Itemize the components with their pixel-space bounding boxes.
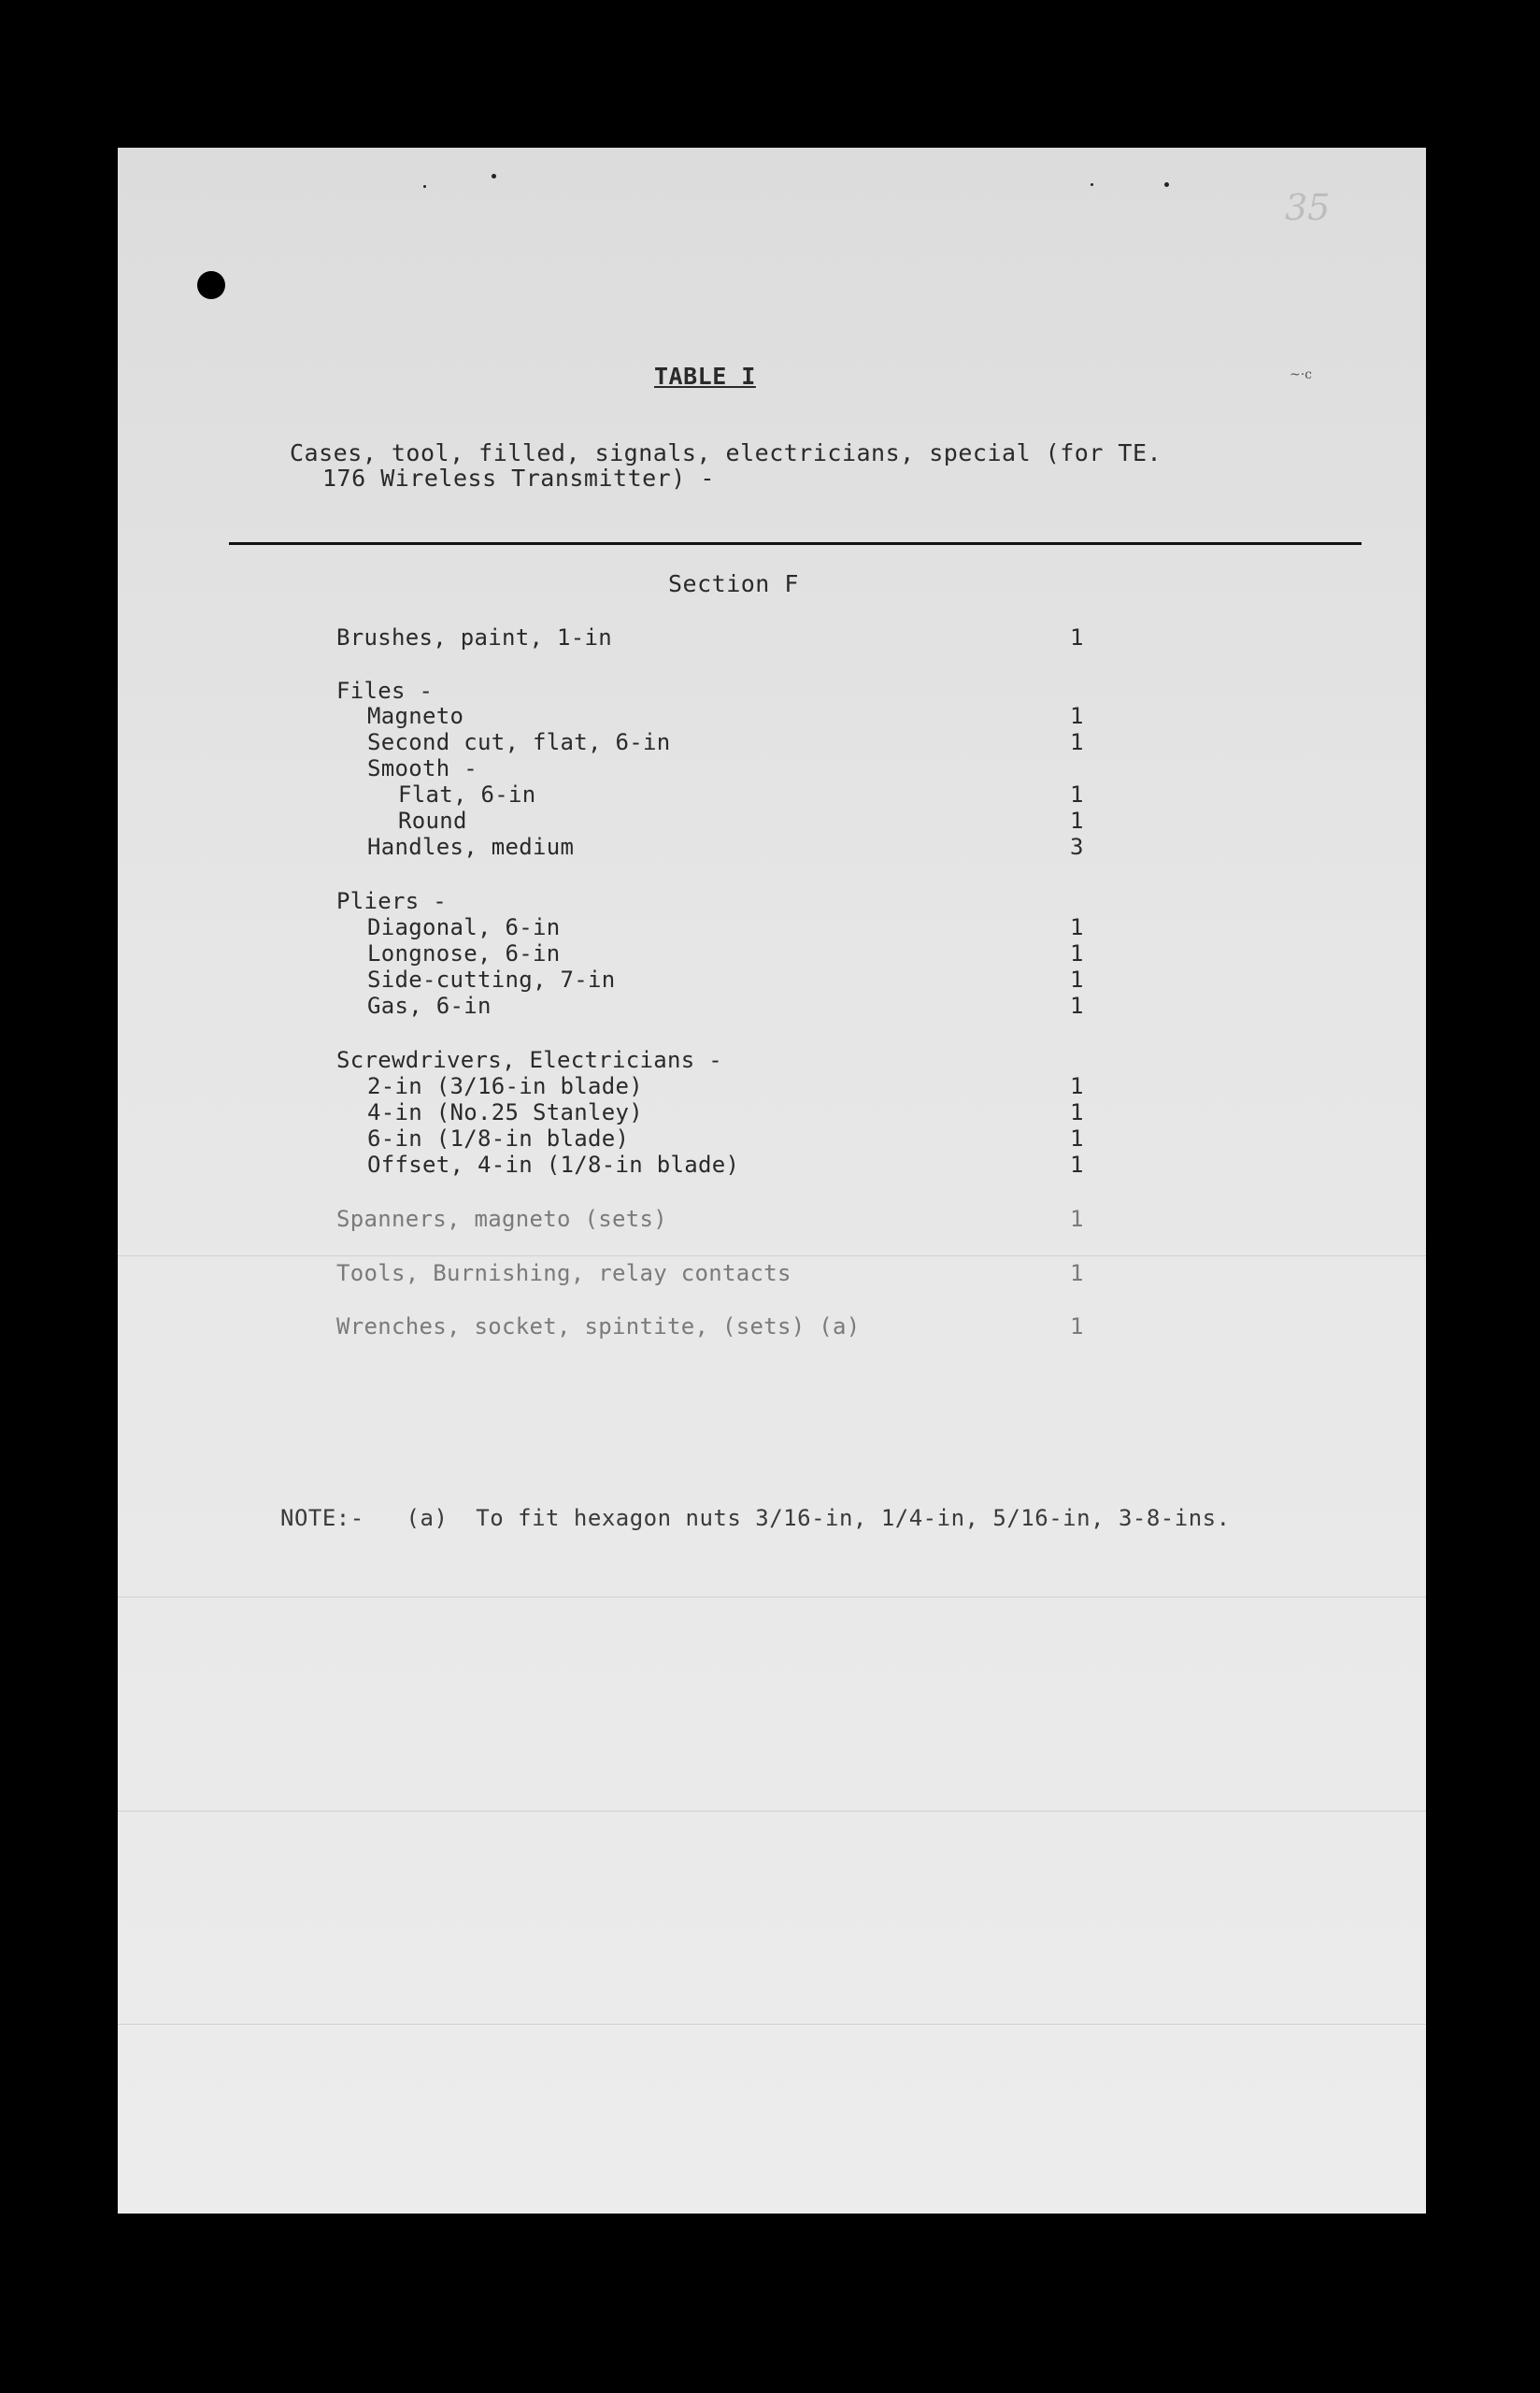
list-item	[0, 940, 1540, 967]
item-label: Side-cutting, 7-in	[367, 967, 616, 993]
list-item	[0, 967, 1540, 993]
item-quantity: 3	[1070, 834, 1084, 860]
item-label: Tools, Burnishing, relay contacts	[336, 1260, 791, 1286]
item-quantity: 1	[1070, 1073, 1084, 1099]
heading-line-2: 176 Wireless Transmitter) -	[322, 465, 715, 492]
corner-mark: ~·c	[1290, 367, 1313, 382]
list-item	[0, 755, 1540, 781]
list-item	[0, 1125, 1540, 1152]
item-label: Magneto	[367, 703, 464, 729]
item-quantity: 1	[1070, 1313, 1084, 1340]
item-label: 4-in (No.25 Stanley)	[367, 1099, 643, 1125]
item-label: Spanners, magneto (sets)	[336, 1206, 667, 1232]
item-label: Wrenches, socket, spintite, (sets) (a)	[336, 1313, 861, 1340]
item-label: Files -	[336, 678, 434, 704]
item-label: Pliers -	[336, 888, 447, 914]
list-item	[0, 703, 1540, 729]
list-item	[0, 1206, 1540, 1232]
item-quantity: 1	[1070, 703, 1084, 729]
list-item	[0, 888, 1540, 914]
fold-line	[118, 1597, 1426, 1598]
item-label: Round	[398, 808, 467, 834]
item-quantity: 1	[1070, 940, 1084, 967]
item-label: Offset, 4-in (1/8-in blade)	[367, 1152, 740, 1178]
list-item	[0, 1099, 1540, 1125]
table-title: TABLE I	[654, 363, 756, 390]
list-item	[0, 624, 1540, 651]
list-item	[0, 1152, 1540, 1178]
item-label: Screwdrivers, Electricians -	[336, 1047, 722, 1073]
item-label: Diagonal, 6-in	[367, 914, 561, 940]
item-label: Handles, medium	[367, 834, 575, 860]
list-item	[0, 914, 1540, 940]
list-item	[0, 1260, 1540, 1286]
list-item	[0, 729, 1540, 755]
item-quantity: 1	[1070, 781, 1084, 808]
item-label: Brushes, paint, 1-in	[336, 624, 612, 651]
item-quantity: 1	[1070, 1099, 1084, 1125]
footnote: NOTE:- (a) To fit hexagon nuts 3/16-in, 1/4-in, 5/16-in, 3-8-ins.	[280, 1505, 1231, 1531]
list-item	[0, 1313, 1540, 1340]
list-item	[0, 1073, 1540, 1099]
ink-speck	[1091, 183, 1093, 186]
item-quantity: 1	[1070, 1152, 1084, 1178]
list-item	[0, 781, 1540, 808]
item-quantity: 1	[1070, 1125, 1084, 1152]
punch-hole	[197, 271, 225, 299]
item-label: Flat, 6-in	[398, 781, 536, 808]
list-item	[0, 834, 1540, 860]
item-label: 6-in (1/8-in blade)	[367, 1125, 630, 1152]
item-label: Second cut, flat, 6-in	[367, 729, 671, 755]
fold-line	[118, 1811, 1426, 1812]
item-quantity: 1	[1070, 808, 1084, 834]
item-quantity: 1	[1070, 967, 1084, 993]
item-label: Longnose, 6-in	[367, 940, 561, 967]
heading-line-1: Cases, tool, filled, signals, electricians, special (for TE.	[290, 439, 1162, 466]
item-label: Smooth -	[367, 755, 478, 781]
item-quantity: 1	[1070, 1260, 1084, 1286]
list-item	[0, 1047, 1540, 1073]
fold-line	[118, 1255, 1426, 1256]
list-item	[0, 808, 1540, 834]
item-label: 2-in (3/16-in blade)	[367, 1073, 643, 1099]
item-label: Gas, 6-in	[367, 993, 492, 1019]
fold-line	[118, 2024, 1426, 2025]
ink-speck	[423, 185, 426, 188]
section-title: Section F	[668, 570, 799, 597]
page-number: 35	[1285, 187, 1331, 228]
ink-speck	[492, 174, 496, 179]
list-item	[0, 993, 1540, 1019]
list-item	[0, 678, 1540, 704]
horizontal-rule	[229, 542, 1362, 545]
ink-speck	[1164, 182, 1169, 187]
item-quantity: 1	[1070, 993, 1084, 1019]
item-quantity: 1	[1070, 729, 1084, 755]
item-quantity: 1	[1070, 1206, 1084, 1232]
item-quantity: 1	[1070, 914, 1084, 940]
item-quantity: 1	[1070, 624, 1084, 651]
